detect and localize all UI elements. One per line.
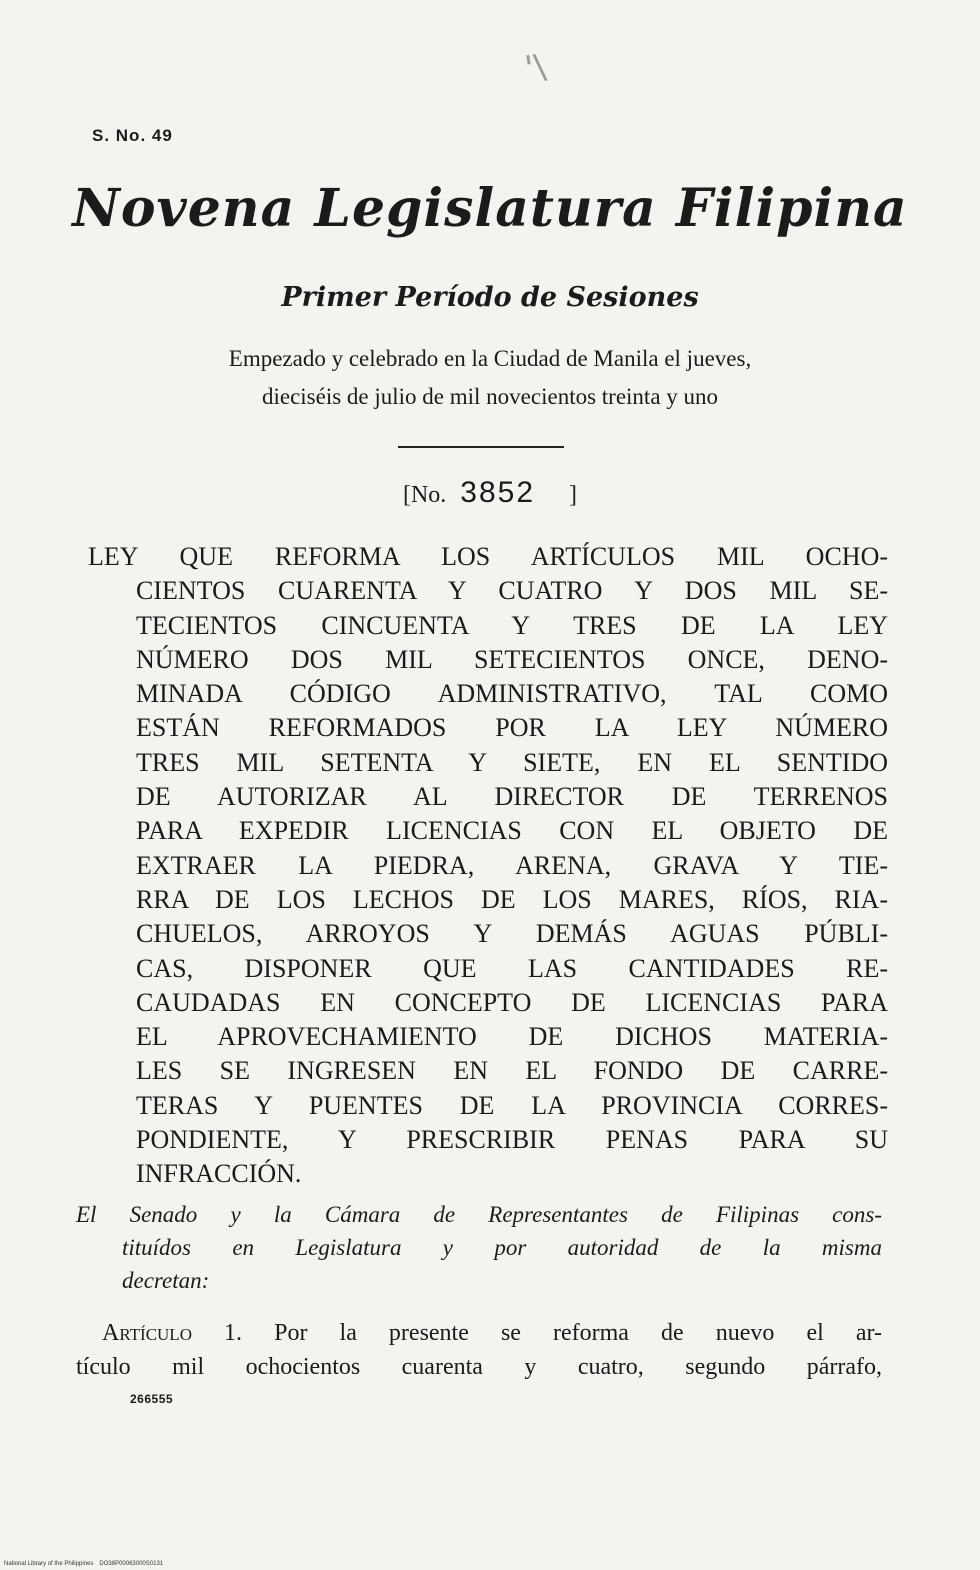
date-line-2: dieciséis de julio de mil novecientos treinta y uno [261,384,719,409]
act-number-value: 3852 [460,476,536,509]
footer-source: National Library of the Philippines [4,1561,94,1567]
law-title-line: EXTRAER LA PIEDRA, ARENA, GRAVA Y TIE- [136,850,888,880]
enacting-clause [76,1198,882,1297]
article-1 [76,1316,882,1384]
date-line-1: Empezado y celebrado en la Ciudad de Manila el jueves, [228,346,752,371]
law-title-line: PONDIENTE, Y PRESCRIBIR PENAS PARA SU [136,1125,888,1155]
law-title-line: ESTÁN REFORMADOS POR LA LEY NÚMERO [136,713,888,743]
act-number-close: ] [569,482,578,508]
scan-footer [4,1561,169,1567]
law-title-line: PARA EXPEDIR LICENCIAS CON EL OBJETO DE [136,816,888,846]
enacting-line: decretan: [122,1268,210,1293]
senate-bill-number: S. No. 49 [92,126,173,145]
footer-code: DO38P00063000S0131 [99,1561,164,1567]
law-title-line: RRA DE LOS LECHOS DE LOS MARES, RÍOS, RIA- [136,884,888,914]
law-title-line: CAS, DISPONER QUE LAS CANTIDADES RE- [136,953,888,983]
article-heading: Artículo 1. [102,1320,243,1346]
article-text: Por la presente se reforma de nuevo el ar- [274,1320,883,1346]
law-title-line: LEY QUE REFORMA LOS ARTÍCULOS MIL OCHO- [88,542,888,571]
divider-rule [398,446,564,448]
law-title-line: MINADA CÓDIGO ADMINISTRATIVO, TAL COMO [136,679,888,709]
law-title-line: DE AUTORIZAR AL DIRECTOR DE TERRENOS [136,782,888,812]
law-title-line: LES SE INGRESEN EN EL FONDO DE CARRE- [136,1056,888,1086]
law-title-line: CIENTOS CUARENTA Y CUATRO Y DOS MIL SE- [136,576,888,606]
act-number [0,476,980,510]
article-line [76,1316,882,1350]
enacting-line: tituídos en Legislatura y por autoridad de la misma [122,1235,882,1260]
legislature-title: Novena Legislatura Filipina [72,178,908,239]
handwritten-mark: '\ [522,46,549,90]
law-title-line: TECIENTOS CINCUENTA Y TRES DE LA LEY [136,610,888,640]
law-title [88,540,888,1192]
law-title-line: CHUELOS, ARROYOS Y DEMÁS AGUAS PÚBLI- [136,919,888,949]
article-line: tículo mil ochocientos cuarenta y cuatro, segundo párrafo, [76,1354,882,1380]
page-code: 266555 [130,1392,174,1406]
law-title-line: INFRACCIÓN. [136,1159,302,1189]
session-title: Primer Período de Sesiones [281,282,699,313]
law-title-line: TERAS Y PUENTES DE LA PROVINCIA CORRES- [136,1090,888,1120]
law-title-line: NÚMERO DOS MIL SETECIENTOS ONCE, DENO- [136,644,888,674]
law-title-line: CAUDADAS EN CONCEPTO DE LICENCIAS PARA [136,987,888,1017]
act-number-open: [No. [402,482,447,508]
law-title-line: EL APROVECHAMIENTO DE DICHOS MATERIA- [136,1022,888,1052]
law-title-line: TRES MIL SETENTA Y SIETE, EN EL SENTIDO [136,747,888,777]
enacting-line: El Senado y la Cámara de Representantes de Filipinas cons- [76,1202,882,1227]
